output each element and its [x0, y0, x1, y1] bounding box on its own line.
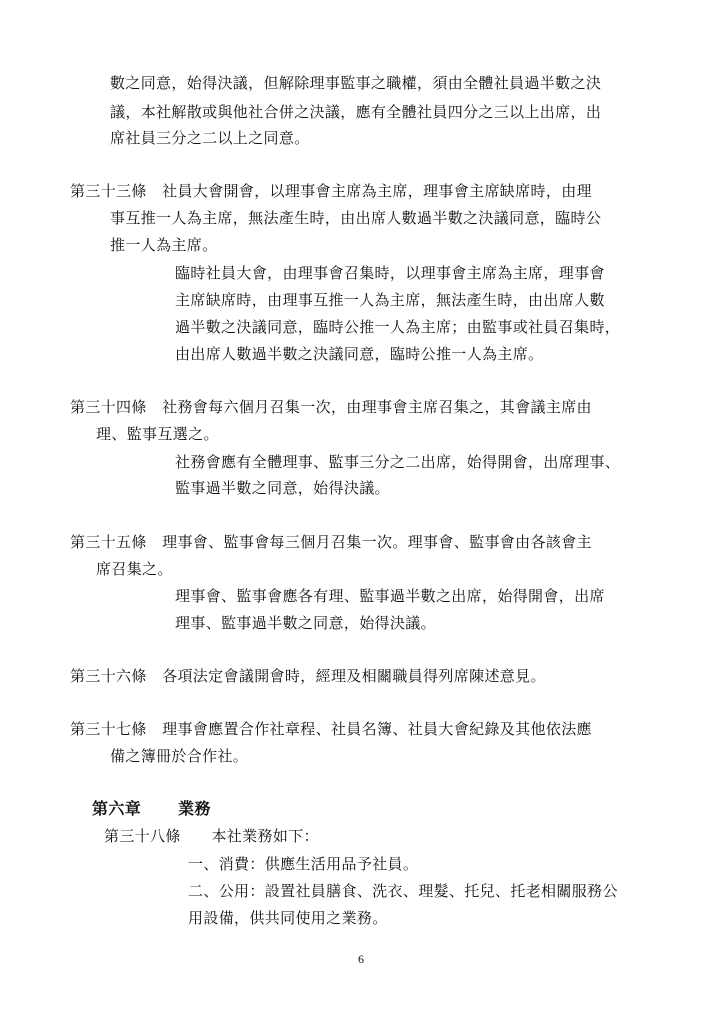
article-38-item: 一、消費：供應生活用品予社員。 [188, 855, 419, 873]
article-37-line: 備之簿冊於合作社。 [110, 747, 249, 765]
article-33-line: 第三十三條 社員大會開會，以理事會主席為主席，理事會主席缺席時，由理 [70, 182, 592, 200]
article-35-sub: 理事會、監事會應各有理、監事過半數之出席，始得開會，出席 [175, 587, 605, 605]
article-33-sub: 主席缺席時，由理事互推一人為主席，無法產生時，由出席人數 [175, 291, 605, 309]
article-33-sub: 由出席人數過半數之決議同意，臨時公推一人為主席。 [175, 345, 544, 363]
text-line: 席社員三分之二以上之同意。 [110, 129, 310, 147]
article-33-line: 事互推一人為主席，無法產生時，由出席人數過半數之決議同意，臨時公 [110, 209, 602, 227]
article-36-line: 第三十六條 各項法定會議開會時，經理及相關職員得列席陳述意見。 [70, 667, 546, 685]
article-34-line: 理、監事互選之。 [96, 425, 219, 443]
article-33-line: 推一人為主席。 [110, 236, 218, 254]
article-38-item: 二、公用：設置社員膳食、洗衣、理髮、托兒、托老相關服務公 [188, 882, 618, 900]
chapter-number: 第六章 [92, 799, 142, 818]
article-35-sub: 理事、監事過半數之同意，始得決議。 [175, 614, 436, 632]
text-line: 數之同意，始得決議，但解除理事監事之職權，須由全體社員過半數之決 [110, 74, 602, 92]
text-line: 議，本社解散或與他社合併之決議，應有全體社員四分之三以上出席，出 [110, 103, 602, 121]
article-34-line: 第三十四條 社務會每六個月召集一次，由理事會主席召集之，其會議主席由 [70, 398, 592, 416]
article-35-line: 席召集之。 [96, 560, 173, 578]
article-34-sub: 社務會應有全體理事、監事三分之二出席，始得開會，出席理事、 [175, 453, 621, 471]
article-33-sub: 臨時社員大會，由理事會召集時，以理事會主席為主席，理事會 [175, 264, 605, 282]
article-37-line: 第三十七條 理事會應置合作社章程、社員名簿、社員大會紀錄及其他依法應 [70, 720, 592, 738]
chapter-title: 業務 [178, 799, 211, 818]
article-35-line: 第三十五條 理事會、監事會每三個月召集一次。理事會、監事會由各該會主 [70, 533, 592, 551]
article-33-sub: 過半數之決議同意，臨時公推一人為主席；由監事或社員召集時， [175, 318, 621, 336]
article-38-item: 用設備，供共同使用之業務。 [188, 909, 388, 927]
article-34-sub: 監事過半數之同意，始得決議。 [175, 479, 390, 497]
page-number: 6 [358, 952, 365, 966]
article-38-heading: 第三十八條 本社業務如下： [104, 827, 319, 845]
